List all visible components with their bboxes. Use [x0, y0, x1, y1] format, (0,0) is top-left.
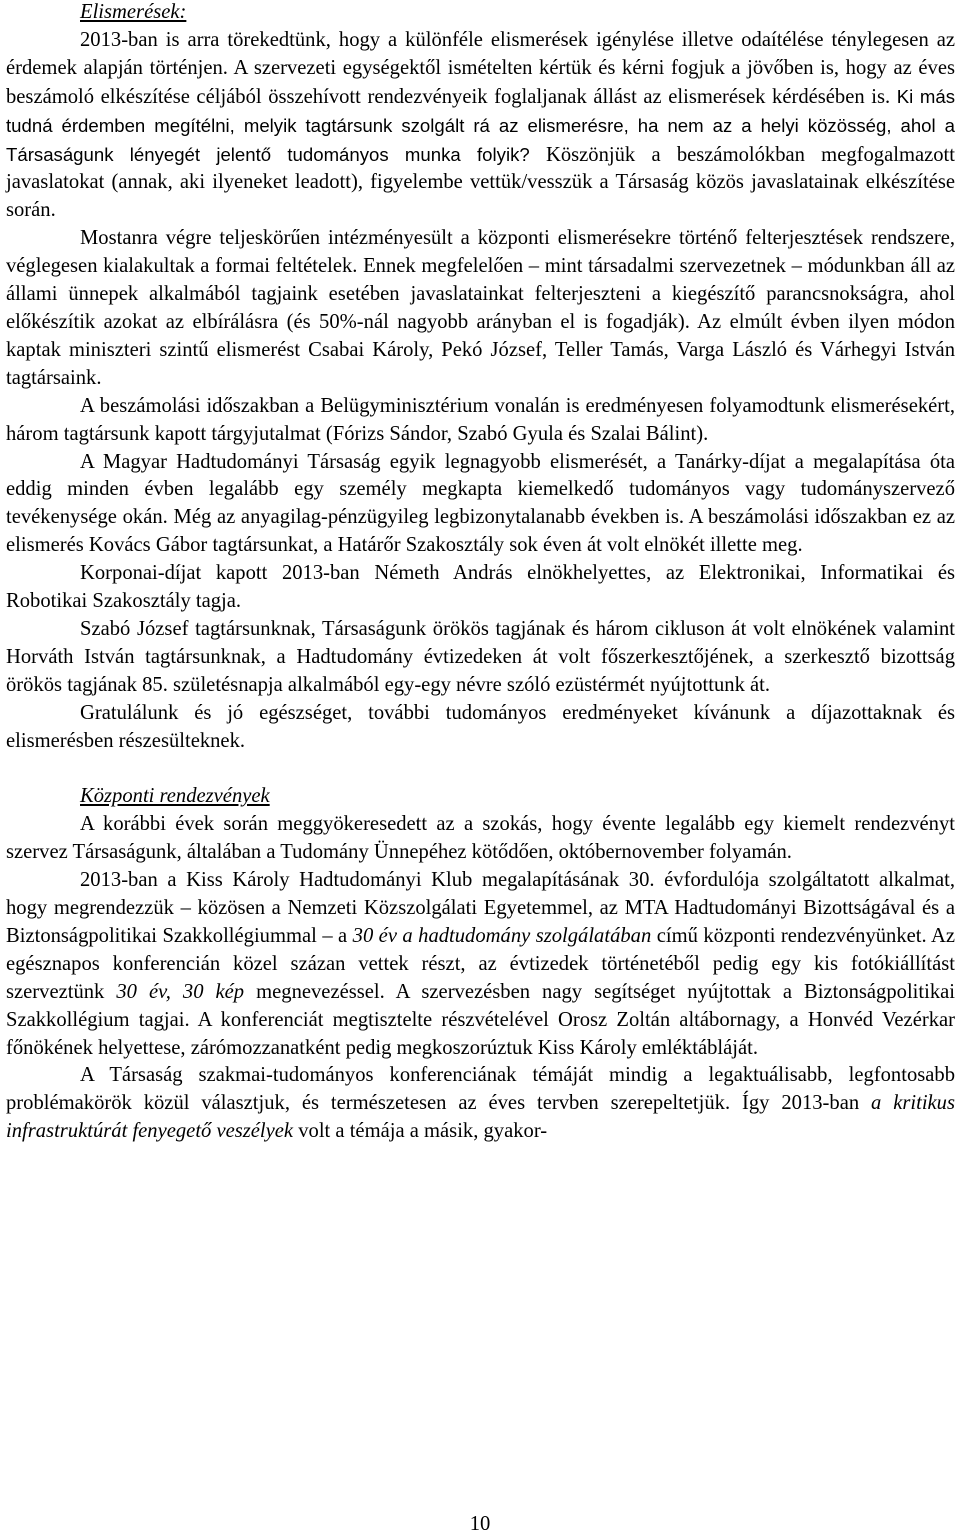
paragraph-text-sans: Ki más tudná érdemben megítélni, melyik tagtársunk szolgált rá az elismerésre, ha nem az a helyi közösség, ahol a Társaságunk lényegét jelentő tudományos munka folyik? — [6, 85, 955, 165]
paragraph-text-italic: 30 év a hadtudomány szolgálatában — [352, 924, 652, 947]
paragraph — [6, 225, 955, 392]
paragraph-text: megnevezéssel. A szervezésben nagy segítséget nyújtottak a Biztonságpolitikai Szakkollégium tagjai. A konferenciát megtisztelte részvételével Orosz Zoltán altábornagy, a Honvéd Vezérkar főnökének helyettese, zárómozzanatként pedig megkoszorúztuk Kiss Károly emléktábláját. — [6, 980, 955, 1059]
page-number: 10 — [469, 1513, 491, 1535]
paragraph-text: A beszámolási időszakban a Belügyminisztérium vonalán is eredményesen folyamodtunk elismerésekért, három tagtársunk kapott tárgyjutalmat (Fórizs Sándor, Szabó Gyula és Szalai Bálint). — [6, 394, 955, 445]
section-spacer — [6, 755, 955, 783]
paragraph-text: Szabó József tagtársunknak, Társaságunk örökös tagjának és három cikluson át volt elnökének valamint Horváth István tagtársunknak, a Hadtudomány évtizedeken át volt főszerkesztőjének, a szerkesztő bizottság örökös tagjának 85. születésnapja alkalmából egy-egy névre szóló ezüstérmét nyújtottunk át. — [6, 617, 955, 696]
paragraph — [6, 560, 955, 616]
paragraph-text: Gratulálunk és jó egészséget, további tudományos eredményeket kívánunk a díjazottaknak és elismerésben részesülteknek. — [6, 701, 955, 752]
paragraph-text: A Magyar Hadtudományi Társaság egyik legnagyobb elismerését, a Tanárky-díjat a megalapítása óta eddig minden évben legalább egy személy megkapta kiemelkedő tudományos vagy tudományszervező tevékenysége okán. Még az anyagilag-pénzügyileg legbizonytalanabb években is. A beszámolási időszakban ez az elismerés Kovács Gábor tagtársunkat, a Határőr Szakosztály sok éven át volt elnökét illette meg. — [6, 450, 955, 557]
section-heading-kozponti-rendezvenyek: Központi rendezvények — [80, 785, 270, 808]
paragraph-text: A korábbi évek során meggyökeresedett az a szokás, hogy évente legalább egy kiemelt rendezvényt szervez Társaságunk, általában a Tudomány Ünnepéhez kötődően, októbernovember folyamán. — [6, 813, 955, 864]
paragraph — [6, 449, 955, 561]
section-heading-elismeresek: Elismerések: — [80, 1, 187, 23]
document-body — [6, 0, 955, 1146]
paragraph — [6, 700, 955, 756]
paragraph-text: A Társaság szakmai-tudományos konferenciának témáját mindig a legaktuálisabb, legfontosabb problémakörök közül választjuk, és természetesen az éves tervben szerepeltetjük. Így 2013-ban — [6, 1064, 955, 1115]
paragraph-text-italic: 30 év, 30 kép — [116, 980, 245, 1003]
paragraph — [6, 393, 955, 449]
paragraph-text: Korponai-díjat kapott 2013-ban Németh András elnökhelyettes, az Elektronikai, Informatikai és Robotikai Szakosztály tagja. — [6, 562, 955, 613]
paragraph-text-italic: a kritikus infrastruktúrát fenyegető veszélyek — [6, 1092, 955, 1143]
paragraph-text: 2013-ban is arra törekedtünk, hogy a különféle elismerések igénylése illetve odaítélése ténylegesen az érdemek alapján történjen. A szervezeti egységektől ismételten kértük és kérni fogjuk a jövőben is, hogy az éves beszámoló elkészítése céljából összehívott rendezvényeik foglaljanak állást az elismerések kérdésében is. — [6, 28, 955, 108]
paragraph — [6, 867, 955, 1062]
paragraph-text: volt a témája a másik, gyakor- — [293, 1120, 548, 1143]
paragraph-text: 2013-ban a Kiss Károly Hadtudományi Klub megalapításának 30. évfordulója szolgáltatott alkalmat, hogy megrendezzük – közösen a Nemzeti Közszolgálati Egyetemmel, az MTA Hadtudományi Bizottságával és a Biztonságpolitikai Szakkollégiummal – a — [6, 869, 955, 947]
paragraph — [6, 1062, 955, 1146]
paragraph — [6, 27, 955, 225]
paragraph-text: című központi rendezvényünket. Az egésznapos konferencián közel százan vettek részt, az évtizedek történetéből pedig egy kis fotókiállítást szerveztünk — [6, 924, 955, 1003]
paragraph — [6, 811, 955, 867]
paragraph — [6, 616, 955, 700]
paragraph-text: Köszönjük a beszámolókban megfogalmazott javaslatokat (annak, aki ilyeneket leadott), figyelembe vettük/vesszük a Társaság közös javaslatainak elkészítése során. — [6, 143, 955, 222]
paragraph-text: Mostanra végre teljeskörűen intézményesült a központi elismerésekre történő felterjesztések rendszere, véglegesen kialakultak a formai feltételek. Ennek megfelelően – mint társadalmi szervezetnek – módunkban áll az állami ünnepek alkalmából tagjaink esetében javaslatainkat felterjeszteni a kiegészítő parancsnokságra, ahol előkészítik azokat az elbírálásra (és 50%-nál nagyobb arányban el is fogadják). Az elmúlt évben ilyen módon kaptak miniszteri szintű elismerést Csabai Károly, Pekó József, Teller Tamás, Varga László és Várhegyi István tagtársaink. — [6, 227, 955, 389]
